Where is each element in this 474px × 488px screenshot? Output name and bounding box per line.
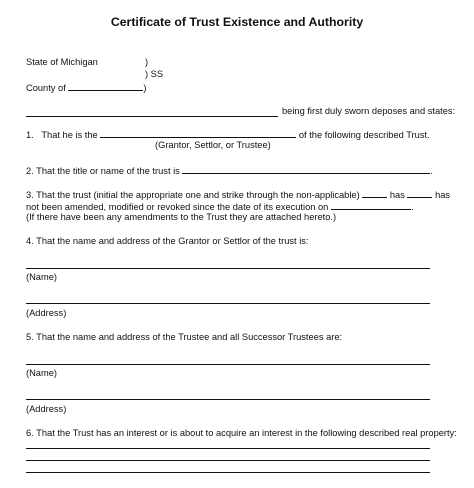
grantor-name-line[interactable] bbox=[26, 268, 430, 269]
item2-text: 2. That the title or name of the trust is bbox=[26, 166, 180, 176]
state-label: State of Michigan bbox=[26, 57, 98, 67]
county-row bbox=[26, 81, 147, 94]
venue-paren-1: ) bbox=[145, 57, 149, 67]
document-title: Certificate of Trust Existence and Authority bbox=[110, 15, 364, 29]
oath-text: being first duly sworn deposes and states: bbox=[282, 106, 456, 116]
property-line-1[interactable] bbox=[26, 448, 430, 449]
venue-ss: ) SS bbox=[145, 69, 164, 79]
item2-row bbox=[26, 164, 433, 177]
property-line-3[interactable] bbox=[26, 472, 430, 473]
grantor-address-label: (Address) bbox=[26, 308, 67, 318]
trustee-name-label: (Name) bbox=[26, 368, 57, 378]
trust-name-blank[interactable] bbox=[182, 164, 430, 174]
trustee-address-label: (Address) bbox=[26, 404, 67, 414]
item3-line2-text: not been amended, modified or revoked since the date of its execution on bbox=[26, 202, 329, 212]
venue-paren-3: ) bbox=[143, 83, 147, 93]
item3-line2-end: . bbox=[410, 202, 414, 212]
item1-number: 1. bbox=[26, 130, 34, 140]
property-line-2[interactable] bbox=[26, 460, 430, 461]
initial-blank-2[interactable] bbox=[407, 188, 432, 198]
grantor-name-label: (Name) bbox=[26, 272, 57, 282]
item3-has-1: has bbox=[389, 190, 405, 200]
role-blank[interactable] bbox=[100, 128, 296, 138]
item1-prefix: That he is the bbox=[41, 130, 98, 140]
trustee-name-line[interactable] bbox=[26, 364, 430, 365]
item6-text: 6. That the Trust has an interest or is about to acquire an interest in the following described real property: bbox=[26, 428, 457, 438]
item3-note: (If there have been any amendments to the Trust they are attached hereto.) bbox=[26, 212, 337, 222]
initial-blank-1[interactable] bbox=[362, 188, 387, 198]
item4-text: 4. That the name and address of the Grantor or Settlor of the trust is: bbox=[26, 236, 309, 246]
county-blank[interactable] bbox=[68, 81, 143, 91]
role-hint: (Grantor, Settlor, or Trustee) bbox=[155, 140, 271, 150]
county-label: County of bbox=[26, 83, 66, 93]
item3-has-2: has bbox=[435, 190, 451, 200]
item5-text: 5. That the name and address of the Trustee and all Successor Trustees are: bbox=[26, 332, 343, 342]
item2-end: . bbox=[430, 166, 434, 176]
trustee-address-line[interactable] bbox=[26, 399, 430, 400]
execution-date-blank[interactable] bbox=[331, 200, 411, 210]
affiant-name-blank[interactable] bbox=[26, 116, 278, 117]
item1-suffix: of the following described Trust. bbox=[298, 130, 430, 140]
item3-line1-text: 3. That the trust (initial the appropriate one and strike through the non-applicable) bbox=[26, 190, 360, 200]
grantor-address-line[interactable] bbox=[26, 303, 430, 304]
